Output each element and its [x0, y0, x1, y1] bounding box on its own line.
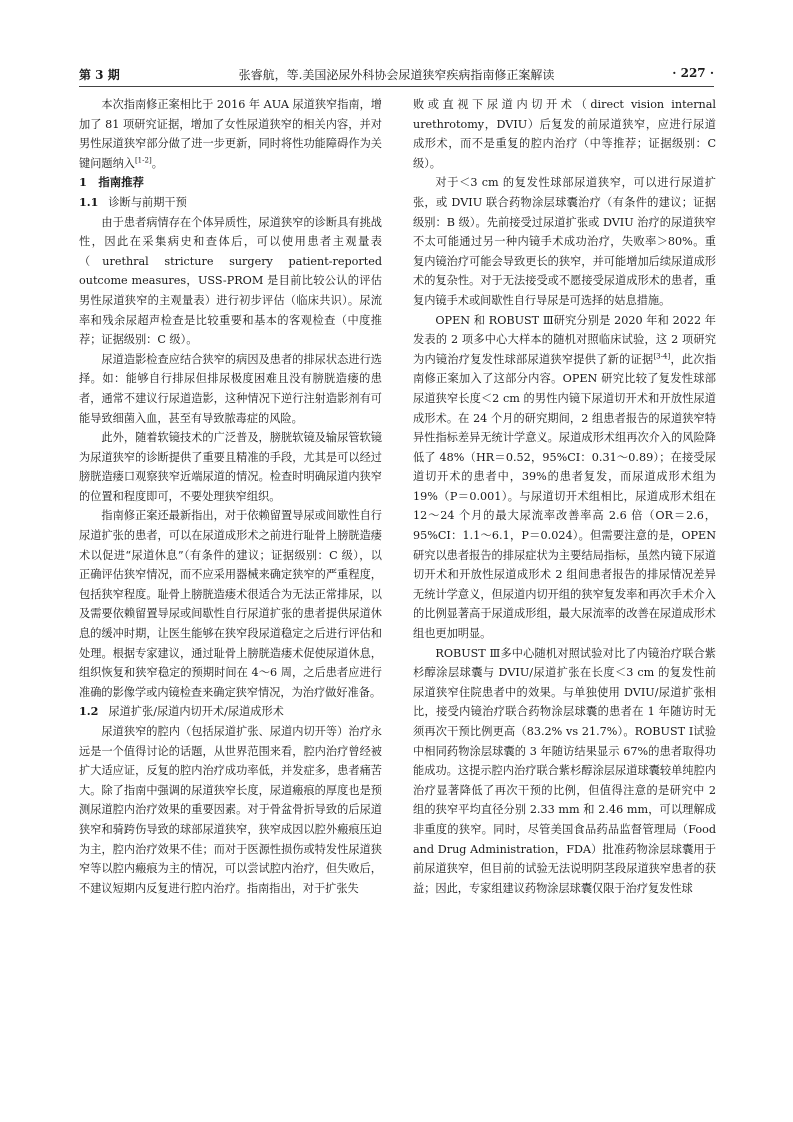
section-1-1-number: 1.1 — [79, 194, 99, 209]
section-1-2-number: 1.2 — [79, 704, 99, 719]
section-1-1-heading — [79, 193, 382, 213]
s11-paragraph-3: 此外，随着软镜技术的广泛普及，膀胱软镜及输尿管软镜为尿道狭窄的诊断提供了重要且精准的手段，尤其是可以经过膀胱造瘘口观察狭窄近端尿道的情况。检查时明确尿道内狭窄的位置和程度即可，不要处理狭窄组织。 — [79, 431, 382, 503]
left-column — [79, 95, 382, 898]
intro-paragraph — [79, 95, 382, 173]
section-1-2-title: 尿道扩张/尿道内切开术/尿道成形术 — [108, 705, 284, 719]
right-paragraph-4: ROBUST Ⅲ多中心随机对照试验对比了内镜治疗联合紫杉醇涂层球囊与 DVIU/尿道扩张在长度＜3 cm 的复发性前尿道狭窄住院患者中的效果。与单独使用 DVIU/尿道扩张相比，接受内镜治疗联合药物涂层球囊的患者在 1 年随访时无须再次干预比例更高（83.2% vs 21.7%）。ROBUST Ⅰ试验中相同药物涂层球囊的 3 年随访结果显示 67%的患者取得功能成功。这提示腔内治疗联合紫杉醇涂层尿道球囊较单纯腔内治疗显著降低了再次干预的比例，但值得注意的是研究中 2 组的狭窄平均直径分别 2.33 mm 和 2.46 mm，可以理解成非重度的狭窄。同时，尽管美国食品药品监督管理局（Food and Drug Administration，FDA）批准药物涂层球囊用于前尿道狭窄，但目前的试验无法说明阴茎段尿道狭窄患者的获益；因此，专家组建议药物涂层球囊仅限于治疗复发性球 — [413, 646, 716, 895]
s11-paragraph-4: 指南修正案还最新指出，对于依赖留置导尿或间歇性自行尿道扩张的患者，可以在尿道成形术之前进行耻骨上膀胱造瘘术以促进“尿道休息”（有条件的建议；证据级别：C 级），以正确评估狭窄情况，而不应采用器械来确定狭窄的严重程度，包括狭窄程度。耻骨上膀胱造瘘术很适合为无法正常排尿，以及需要依赖留置导尿或间歇性自行尿道扩张的患者提供尿道休息的缓冲时期，让医生能够在狭窄段尿道稳定之后进行评估和处理。根据专家建议，通过耻骨上膀胱造瘘术促使尿道休息，组织恢复和狭窄稳定的预期时间在 4～6 周，之后患者应进行准确的影像学或内镜检查来确定狭窄情况，为治疗做好准备。 — [79, 509, 382, 699]
s11-paragraph-2: 尿道造影检查应结合狭窄的病因及患者的排尿状态进行选择。如：能够自行排尿但排尿极度困难且没有膀胱造瘘的患者，通常不建议行尿道造影，这种情况下逆行注射造影剂有可能导致细菌入血，甚至有导致脓毒症的风险。 — [79, 352, 382, 425]
page-number: · 227 · — [672, 66, 714, 80]
s12-paragraph-1: 尿道狭窄的腔内（包括尿道扩张、尿道内切开等）治疗永远是一个值得讨论的话题，从世界范围来看，腔内治疗曾经被扩大适应证，反复的腔内治疗成功率低，并发症多，患者痛苦大。除了指南中强调的尿道狭窄长度，尿道瘢痕的厚度也是预测尿道腔内治疗效果的重要因素。对于骨盆骨折导致的后尿道狭窄和骑跨伤导致的球部尿道狭窄，狭窄成因以腔外瘢痕压迫为主，腔内治疗效果不佳；而对于医源性损伤或特发性尿道狭窄等以腔内瘢痕为主的情况，可以尝试腔内治疗，但失败后，不建议短期内反复进行腔内治疗。指南指出，对于扩张失 — [79, 725, 382, 895]
open-robust-text-a: OPEN 和 ROBUST Ⅲ研究分别是 2020 年和 2022 年发表的 2 项多中心大样本的随机对照临床试验，这 2 项研究为内镜治疗复发性球部尿道狭窄提供了新的证据 — [413, 313, 716, 366]
running-header — [79, 64, 714, 87]
right-paragraph-3 — [413, 311, 716, 644]
s11-paragraph-1: 由于患者病情存在个体异质性，尿道狭窄的诊断具有挑战性，因此在采集病史和查体后，可以使用患者主观量表（urethral stricture surgery patient-reported outcome measures，USS-PROM 是目前比较公认的评估男性尿道狭窄的主观量表）进行初步评估（临床共识）。尿流率和残余尿超声检查是比较重要和基本的客观检查（中度推荐；证据级别：C 级）。 — [79, 215, 382, 347]
section-1-1-title: 诊断与前期干预 — [108, 195, 187, 209]
intro-end: 。 — [151, 156, 163, 170]
open-robust-text-b: ，此次指南修正案加入了这部分内容。OPEN 研究比较了复发性球部尿道狭窄长度＜2 cm 的男性内镜下尿道切开术和开放性尿道成形术。在 24 个月的研究期间，2 组患者报告的尿道狭窄特异性指标差异无统计学意义。尿道成形术组再次介入的风险降低了 48%（HR＝0.52，95%CI：0.31～0.89）；在接受尿道切开术的患者中，39%的患者复发，而尿道成形术组为 19%（P＝0.001）。与尿道切开术组相比，尿道成形术组在 12～24 个月的最大尿流率改善率高 2.6 倍（OR＝2.6，95%CI：1.1～6.1，P＝0.024）。但需要注意的是，OPEN 研究以患者报告的排尿症状为主要结局指标，虽然内镜下尿道切开术和开放性尿道成形术 2 组间患者报告的排尿情况差异无统计学意义，但尿道内切开组的狭窄复发率和再次手术介入的比例显著高于尿道成形组，最大尿流率的改善在尿道成形术组也更加明显。 — [413, 352, 716, 641]
open-robust-citation: [3-4] — [653, 351, 671, 360]
intro-citation: [1-2] — [134, 156, 152, 165]
right-paragraph-2: 对于＜3 cm 的复发性球部尿道狭窄，可以进行尿道扩张，或 DVIU 联合药物涂层球囊治疗（有条件的建议；证据级别：B 级）。先前接受过尿道扩张或 DVIU 治疗的尿道狭窄不太可能通过另一种内镜手术成功治疗，失败率＞80%。重复内镜治疗可能会导致更长的狭窄，并可能增加后续尿道成形术的复杂性。对于无法接受或不愿接受尿道成形术的患者，重复内镜手术或间歇性自行导尿是可选择的姑息措施。 — [413, 176, 716, 307]
intro-text: 本次指南修正案相比于 2016 年 AUA 尿道狭窄指南，增加了 81 项研究证据，增加了女性尿道狭窄的相关内容，并对男性尿道狭窄部分做了进一步更新，同时将性功能障碍作为关键问题纳入 — [79, 98, 382, 170]
article-running-title: 张睿航，等.美国泌尿外科协会尿道狭窄疾病指南修正案解读 — [238, 68, 555, 82]
right-paragraph-1: 败或直视下尿道内切开术（direct vision internal urethrotomy，DVIU）后复发的前尿道狭窄，应进行尿道成形术，而不是重复的腔内治疗（中等推荐；证据级别：C 级）。 — [413, 98, 716, 170]
issue-number: 第 3 期 — [79, 68, 120, 82]
section-1-2-heading — [79, 702, 382, 722]
right-column — [413, 95, 716, 898]
section-1-heading: 1 指南推荐 — [79, 175, 144, 190]
